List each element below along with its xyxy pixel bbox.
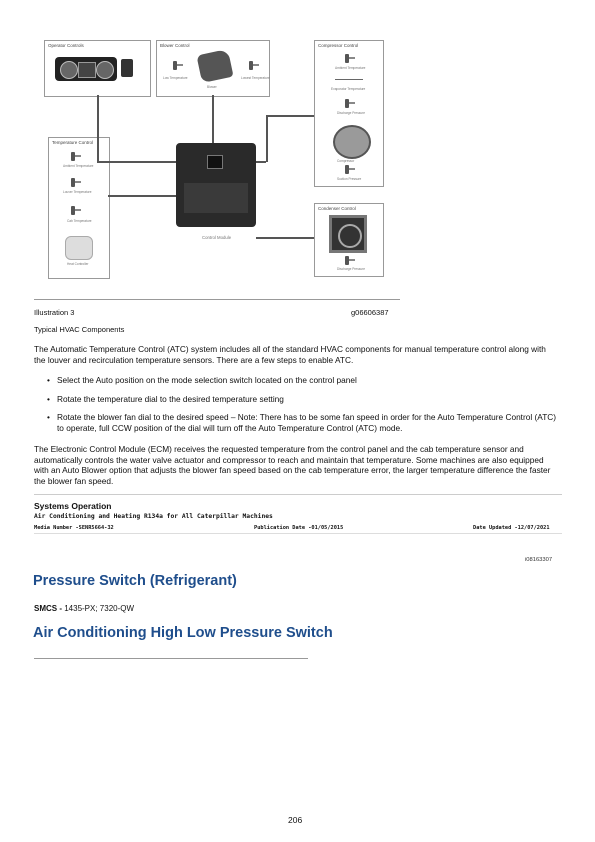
discharge-sensor-icon <box>345 99 349 108</box>
cond-item-0: Discharge Pressure <box>337 267 365 271</box>
date-updated: Date Updated -12/07/2021 <box>473 525 550 531</box>
blower-image <box>196 49 233 83</box>
document-subtitle: Air Conditioning and Heating R134a for All Caterpillar Machines <box>34 513 273 520</box>
arrow-operator-to-module <box>97 95 99 161</box>
arrow-compressor-h <box>266 115 314 117</box>
ac-pressure-switch-title: Air Conditioning High Low Pressure Switch <box>33 625 333 641</box>
blower-label: Blower <box>207 85 217 89</box>
systems-operation-heading: Systems Operation <box>34 501 112 511</box>
comp-item-4: Suction Pressure <box>337 177 362 181</box>
condenser-fan-image <box>329 215 367 253</box>
arrow-module-to-condenser <box>256 237 314 239</box>
blower-lowest-temp-label: Lowest Temperature <box>241 76 270 80</box>
blower-low-temp-label: Low Temperature <box>163 76 188 80</box>
arrow-blower-to-module <box>212 95 214 143</box>
condenser-discharge-sensor-icon <box>345 256 349 265</box>
document-id: i08163307 <box>525 557 553 563</box>
compressor-image <box>333 125 371 159</box>
louver-temp-sensor-icon <box>71 178 75 187</box>
compressor-control-title: Compressor Control <box>318 43 359 48</box>
ecm-paragraph: The Electronic Control Module (ECM) receives the requested temperature from the control panel and the cab temperature sensor and automatically controls the water valve actuator and compressor to reach and maintain that temperature. Some machines are also equipped with an Auto Blower option that adjusts the blower fan speed based on the cab temperature error, the larger temperature difference the faster the blower fan speed. <box>34 444 551 486</box>
comp-item-0: Ambient Temperature <box>335 66 366 70</box>
ambient-temp-sensor-icon <box>71 152 75 161</box>
control-module-label: Control Module <box>202 235 232 240</box>
temp-item-3: Heat Controller <box>67 262 89 266</box>
temp-item-0: Ambient Temperature <box>63 164 94 168</box>
publication-date: Publication Date -01/05/2015 <box>254 525 344 531</box>
lowest-temp-sensor-icon <box>249 61 253 70</box>
arrow-compressor-v <box>266 115 268 162</box>
arrow-temp-to-module <box>108 195 176 197</box>
page-number: 206 <box>288 815 303 825</box>
comp-item-1: Evaporator Temperature <box>331 87 366 91</box>
hvac-components-illustration <box>34 35 384 293</box>
condenser-control-title: Condenser Control <box>318 206 356 211</box>
meta-rule <box>34 533 562 534</box>
blower-control-panel <box>156 40 270 97</box>
operator-panel-knob <box>121 59 133 77</box>
arrow-operator-h <box>97 161 176 163</box>
operator-controls-panel <box>44 40 151 97</box>
intro-paragraph: The Automatic Temperature Control (ATC) system includes all of the standard HVAC components for manual temperature control along with the louver and recirculation temperature sensors. There are a few steps to enable ATC. <box>34 344 546 365</box>
heat-controller-image <box>65 236 93 260</box>
blower-control-title: Blower Control <box>160 43 190 48</box>
operator-panel-image <box>55 57 117 81</box>
control-module-image <box>176 143 256 227</box>
temp-item-1: Louver Temperature <box>63 190 92 194</box>
list-item: • Select the Auto position on the mode selection switch located on the control panel <box>34 375 558 386</box>
comp-item-3: Compressor <box>337 159 355 163</box>
header-rule <box>34 494 562 495</box>
steps-list <box>34 375 558 441</box>
list-item: • Rotate the blower fan dial to the desired speed – Note: There has to be some fan speed in order for the Auto Temperature Control (ATC) to operate, full CCW position of the dial will turn off the Auto Temperature Control (ATC) mode. <box>34 412 558 433</box>
caption-rule <box>34 299 400 300</box>
section-rule <box>34 658 308 659</box>
compressor-control-panel <box>314 40 384 187</box>
condenser-control-panel <box>314 203 384 277</box>
operator-controls-title: Operator Controls <box>48 43 84 48</box>
media-number: Media Number -SENR5664-32 <box>34 525 114 531</box>
ambient-sensor-icon <box>345 54 349 63</box>
pressure-switch-title: Pressure Switch (Refrigerant) <box>33 573 237 589</box>
smcs-line <box>34 604 134 613</box>
temp-item-2: Cab Temperature <box>67 219 92 223</box>
cab-temp-sensor-icon <box>71 206 75 215</box>
temperature-control-panel <box>48 137 110 279</box>
illustration-label: Illustration 3 <box>34 308 75 317</box>
comp-item-2: Discharge Pressure <box>337 111 365 115</box>
smcs-value: 1435-PX; 7320-QW <box>62 604 135 613</box>
evaporator-sensor-icon <box>335 79 363 83</box>
illustration-code: g06606387 <box>351 308 389 317</box>
suction-sensor-icon <box>345 165 349 174</box>
low-temp-sensor-icon <box>173 61 177 70</box>
illustration-title: Typical HVAC Components <box>34 325 125 334</box>
smcs-label: SMCS - <box>34 604 62 613</box>
list-item: • Rotate the temperature dial to the desired temperature setting <box>34 394 558 405</box>
arrow-module-to-compressor <box>256 161 266 163</box>
temperature-control-title: Temperature Control <box>52 140 94 145</box>
